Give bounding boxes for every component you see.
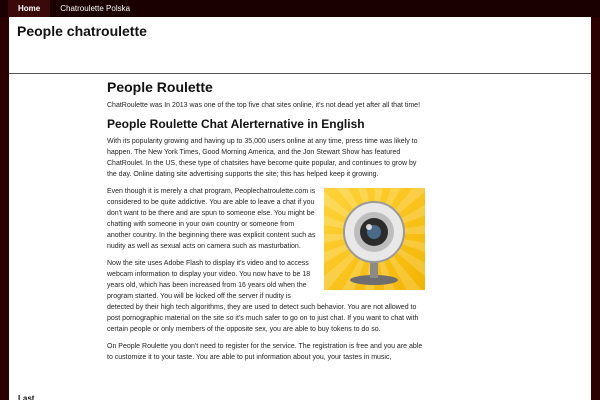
site-header	[9, 17, 591, 74]
post-content	[107, 79, 425, 369]
paragraph: With its popularity growing and having up to 35,000 users online at any time, press time was likely to happen. The New York Times, Good Morning America, and the Jon Stewart Show has featured ChatRoulet. In the US, these type of chatsites have become quite popular, and continues to grow by the day. Online dating site advertising supports the site; this has helped keep it growing.	[107, 138, 418, 178]
post-title: People Roulette	[107, 79, 213, 95]
paragraph: Even though it is merely a chat program, Peoplechatroulette.com is considered to be quite addictive. You are able to leave a chat if you don't want to be there and are spun to someone else. You might be chatting with someone in your own country or someone from another country. In the beginning there was explicit content such as nudity as well as sexual acts on camera such as masturbation.	[107, 188, 316, 250]
site-title[interactable]: People chatroulette	[17, 23, 147, 39]
page-container	[9, 17, 591, 400]
top-navigation	[0, 0, 600, 17]
paragraph: On People Roulette you don't need to register for the service. The registration is free and you are able to customize it to your taste. You are able to put information about you, your tastes in music,	[107, 343, 423, 361]
nav-item-home[interactable]: Home	[8, 0, 50, 17]
section-title: People Roulette Chat Alerternative in English	[107, 117, 365, 131]
webcam-image	[324, 188, 425, 290]
webcam-icon	[324, 188, 425, 290]
sidebar-heading: Last	[18, 394, 35, 400]
nav-item-chatroulette-polska[interactable]: Chatroulette Polska	[60, 4, 131, 13]
paragraph: Now the site uses Adobe Flash to display it's video and to access webcam information to display your video. You now have to be 18 years old, which has been increased from 16 years old when the program started. You will be kicked off the server if nudity is detected by their high tech algorithms, they are used to detect such behavior. You are not allowed to post pornographic material on the site so it's much safer to go on to just chat. If you want to chat with certain people or only members of the opposite sex, you are able to buy tokens to do so.	[107, 260, 419, 333]
post-intro: ChatRoulette was In 2013 was one of the top five chat sites online, it's not dead yet after all that time!	[107, 102, 421, 109]
